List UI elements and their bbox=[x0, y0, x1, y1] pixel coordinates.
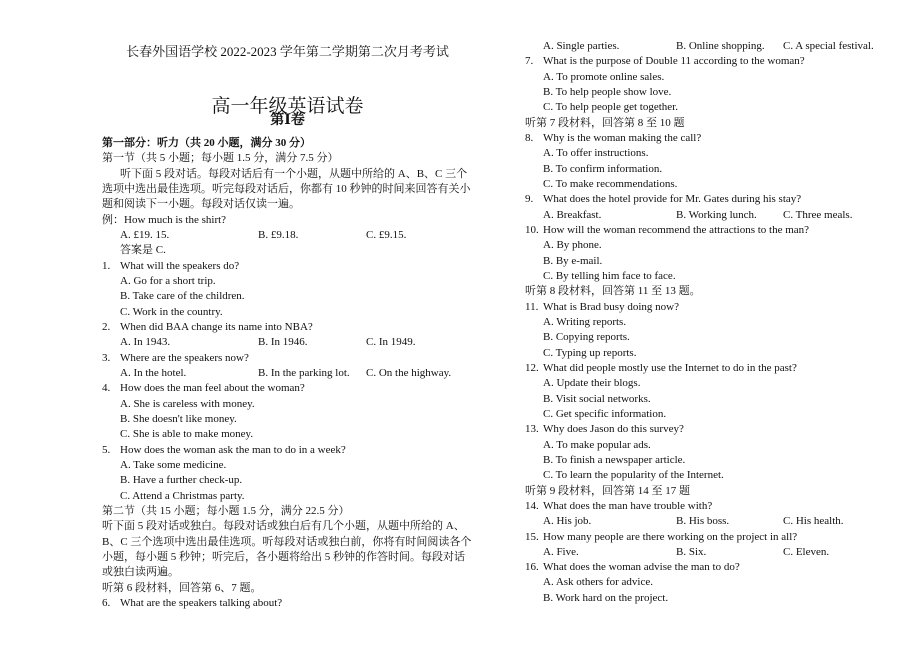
option-row bbox=[525, 70, 920, 85]
option-row bbox=[525, 162, 920, 177]
question-number: 7. bbox=[525, 55, 534, 68]
question-number: 12. bbox=[525, 361, 539, 374]
question-text: What is the purpose of Double 11 according to the woman? bbox=[543, 55, 805, 68]
answer-option: C. £9.15. bbox=[366, 228, 407, 241]
question-number: 16. bbox=[525, 561, 539, 574]
answer-option: C. On the highway. bbox=[366, 366, 452, 379]
instruction-text: 听下面 5 段对话或独白。每段对话或独白后有几个小题，从题中所给的 A、 bbox=[102, 520, 465, 533]
option-row bbox=[525, 407, 920, 422]
answer-option: A. Ask others for advice. bbox=[543, 576, 653, 589]
answer-option: B. Take care of the children. bbox=[120, 290, 245, 303]
answer-option: B. £9.18. bbox=[258, 228, 299, 241]
answer-option: B. To confirm information. bbox=[543, 162, 663, 175]
instruction-text: 听第 8 段材料，回答第 11 至 13 题。 bbox=[525, 285, 701, 298]
question bbox=[525, 499, 920, 514]
answer-option: A. Breakfast. bbox=[543, 208, 602, 221]
option-row bbox=[102, 289, 502, 304]
option-row bbox=[525, 468, 920, 483]
answer-option: C. In 1949. bbox=[366, 336, 416, 349]
instruction-text: 第二节（共 15 小题；每小题 1.5 分，满分 22.5 分） bbox=[102, 504, 350, 517]
question bbox=[525, 300, 920, 315]
answer-option: C. To learn the popularity of the Internet. bbox=[543, 469, 724, 482]
question-text: What does the hotel provide for Mr. Gates during his stay? bbox=[543, 193, 802, 206]
question-text: How does the woman ask the man to do in a week? bbox=[120, 443, 346, 456]
answer-option: A. In 1943. bbox=[120, 336, 171, 349]
question bbox=[525, 560, 920, 575]
option-row bbox=[102, 397, 502, 412]
answer-option: C. A special festival. bbox=[783, 40, 874, 52]
exam-paper-title: 高一年级英语试卷 bbox=[211, 96, 364, 117]
option-row bbox=[102, 274, 502, 289]
question-number: 11. bbox=[525, 300, 539, 313]
option-row bbox=[525, 514, 920, 529]
question-text: How many people are there working on the project in all? bbox=[543, 530, 798, 543]
answer-option: C. Attend a Christmas party. bbox=[120, 489, 245, 502]
question bbox=[525, 223, 920, 238]
instruction-text: 听第 7 段材料，回答第 8 至 10 题 bbox=[525, 116, 685, 129]
instruction-text: 第一节（共 5 小题；每小题 1.5 分，满分 7.5 分） bbox=[102, 152, 339, 165]
answer-option: A. Single parties. bbox=[543, 40, 620, 52]
question-number: 3. bbox=[102, 351, 111, 364]
question-number: 4. bbox=[102, 382, 111, 395]
option-row bbox=[525, 146, 920, 161]
question-text: When did BAA change its name into NBA? bbox=[120, 320, 313, 333]
option-row bbox=[525, 85, 920, 100]
school-exam-title: 长春外国语学校 2022-2023 学年第二学期第二次月考考试 bbox=[126, 44, 449, 59]
answer-option: C. She is able to make money. bbox=[120, 428, 254, 441]
question-number: 15. bbox=[525, 530, 539, 543]
question-number: 14. bbox=[525, 499, 539, 512]
answer-option: C. Get specific information. bbox=[543, 407, 667, 420]
question-text: What did people mostly use the Internet to do in the past? bbox=[543, 361, 797, 374]
question-text: What does the woman advise the man to do? bbox=[543, 561, 740, 574]
answer-option: A. Update their blogs. bbox=[543, 377, 641, 390]
question bbox=[102, 320, 502, 335]
answer-option: B. Work hard on the project. bbox=[543, 591, 669, 604]
question-text: Why is the woman making the call? bbox=[543, 131, 702, 144]
answer-option: B. Visit social networks. bbox=[543, 392, 651, 405]
answer-option: C. Eleven. bbox=[783, 545, 830, 558]
question bbox=[102, 443, 502, 458]
question-text: What are the speakers talking about? bbox=[120, 596, 283, 609]
option-row bbox=[102, 243, 502, 258]
section-heading: 第一部分：听力（共 20 小题，满分 30 分） bbox=[102, 137, 311, 149]
question-number: 5. bbox=[102, 443, 111, 456]
option-row bbox=[525, 591, 920, 606]
instruction-text: 听下面 5 段对话。每段对话后有一个小题，从题中所给的 A、B、C 三个 bbox=[120, 167, 468, 180]
option-row bbox=[102, 489, 502, 504]
answer-option: C. To help people get together. bbox=[543, 101, 678, 114]
left-column bbox=[102, 136, 502, 611]
volume-title: 第Ⅰ卷 bbox=[270, 113, 305, 128]
question bbox=[102, 259, 502, 274]
answer-option: C. His health. bbox=[783, 515, 844, 528]
option-row bbox=[525, 269, 920, 284]
instruction-text: 小题，每小题 5 秒钟；听完后，各小题将给出 5 秒钟的作答时间。每段对话 bbox=[102, 550, 465, 563]
answer-option: A. In the hotel. bbox=[120, 366, 187, 379]
question bbox=[525, 131, 920, 146]
question-number: 2. bbox=[102, 320, 111, 333]
question-text: What is Brad busy doing now? bbox=[543, 300, 679, 313]
option-row bbox=[525, 315, 920, 330]
answer-option: B. Have a further check-up. bbox=[120, 474, 243, 487]
question bbox=[102, 596, 502, 611]
question bbox=[102, 381, 502, 396]
question-text: Where are the speakers now? bbox=[120, 351, 249, 364]
answer-option: A. £19. 15. bbox=[120, 228, 170, 241]
answer-option: B. His boss. bbox=[676, 515, 730, 528]
answer-option: C. By telling him face to face. bbox=[543, 269, 676, 282]
answer-option: B. To help people show love. bbox=[543, 85, 672, 98]
answer-option: B. Six. bbox=[676, 545, 707, 558]
answer-option: A. To promote online sales. bbox=[543, 70, 665, 83]
instruction-text: 题和阅读下一小题。每段对话仅读一遍。 bbox=[102, 198, 300, 211]
option-row bbox=[525, 238, 920, 253]
option-row bbox=[102, 305, 502, 320]
option-row bbox=[102, 412, 502, 427]
option-row bbox=[102, 458, 502, 473]
answer-option: B. Online shopping. bbox=[676, 40, 765, 52]
option-row bbox=[525, 376, 920, 391]
option-row bbox=[102, 427, 502, 442]
instruction-text: 选项中选出最佳选项。听完每段对话后，你都有 10 秒钟的时间来回答有关小 bbox=[102, 182, 471, 195]
option-row bbox=[525, 177, 920, 192]
option-row bbox=[525, 346, 920, 361]
question-text: Why does Jason do this survey? bbox=[543, 423, 684, 436]
answer-option: C. Typing up reports. bbox=[543, 346, 637, 359]
question bbox=[525, 54, 920, 69]
answer-option: B. She doesn't like money. bbox=[120, 412, 237, 425]
question-text: What does the man have trouble with? bbox=[543, 499, 713, 512]
instruction-text: 或独白读两遍。 bbox=[102, 566, 179, 579]
answer-option: B. To finish a newspaper article. bbox=[543, 453, 686, 466]
option-row bbox=[525, 545, 920, 560]
question bbox=[525, 530, 920, 545]
right-column bbox=[525, 39, 920, 606]
answer-option: 答案是 C. bbox=[120, 244, 166, 257]
answer-option: A. Go for a short trip. bbox=[120, 274, 216, 287]
answer-option: B. In the parking lot. bbox=[258, 366, 350, 379]
question-number: 9. bbox=[525, 193, 534, 206]
answer-option: A. Five. bbox=[543, 545, 579, 558]
question bbox=[525, 361, 920, 376]
answer-option: A. To offer instructions. bbox=[543, 147, 649, 160]
answer-option: C. To make recommendations. bbox=[543, 177, 678, 190]
option-row bbox=[525, 330, 920, 345]
answer-option: B. Copying reports. bbox=[543, 331, 630, 344]
question-number: 10. bbox=[525, 223, 539, 236]
question-number: 13. bbox=[525, 423, 539, 436]
question-text: What will the speakers do? bbox=[120, 259, 240, 272]
option-row bbox=[525, 453, 920, 468]
answer-option: A. To make popular ads. bbox=[543, 438, 651, 451]
question-number: 6. bbox=[102, 596, 111, 609]
option-row bbox=[525, 39, 920, 54]
question-text: How will the woman recommend the attractions to the man? bbox=[543, 223, 810, 236]
answer-option: B. In 1946. bbox=[258, 336, 308, 349]
answer-option: A. By phone. bbox=[543, 239, 602, 252]
answer-option: B. Working lunch. bbox=[676, 208, 757, 221]
option-row bbox=[525, 254, 920, 269]
instruction-text: 听第 6 段材料，回答第 6、7 题。 bbox=[102, 581, 262, 594]
option-row bbox=[102, 473, 502, 488]
answer-option: C. Three meals. bbox=[783, 208, 853, 221]
answer-option: A. Writing reports. bbox=[543, 315, 627, 328]
question-number: 1. bbox=[102, 259, 111, 272]
option-row bbox=[102, 366, 502, 381]
instruction-text: B、C 三个选项中选出最佳选项。听每段对话或独白前，你将有时间阅读各个 bbox=[102, 535, 472, 548]
question-text: How does the man feel about the woman? bbox=[120, 382, 305, 395]
question bbox=[102, 351, 502, 366]
answer-option: A. Take some medicine. bbox=[120, 458, 227, 471]
option-row bbox=[102, 335, 502, 350]
option-row bbox=[525, 438, 920, 453]
option-row bbox=[525, 100, 920, 115]
instruction-text: 例：How much is the shirt? bbox=[102, 213, 227, 226]
question bbox=[525, 422, 920, 437]
option-row bbox=[525, 575, 920, 590]
answer-option: A. She is careless with money. bbox=[120, 397, 255, 410]
answer-option: A. His job. bbox=[543, 515, 592, 528]
option-row bbox=[102, 228, 502, 243]
answer-option: B. By e-mail. bbox=[543, 254, 603, 267]
question bbox=[525, 192, 920, 207]
answer-option: C. Work in the country. bbox=[120, 305, 223, 318]
question-number: 8. bbox=[525, 131, 534, 144]
instruction-text: 听第 9 段材料，回答第 14 至 17 题 bbox=[525, 484, 690, 497]
option-row bbox=[525, 208, 920, 223]
option-row bbox=[525, 392, 920, 407]
